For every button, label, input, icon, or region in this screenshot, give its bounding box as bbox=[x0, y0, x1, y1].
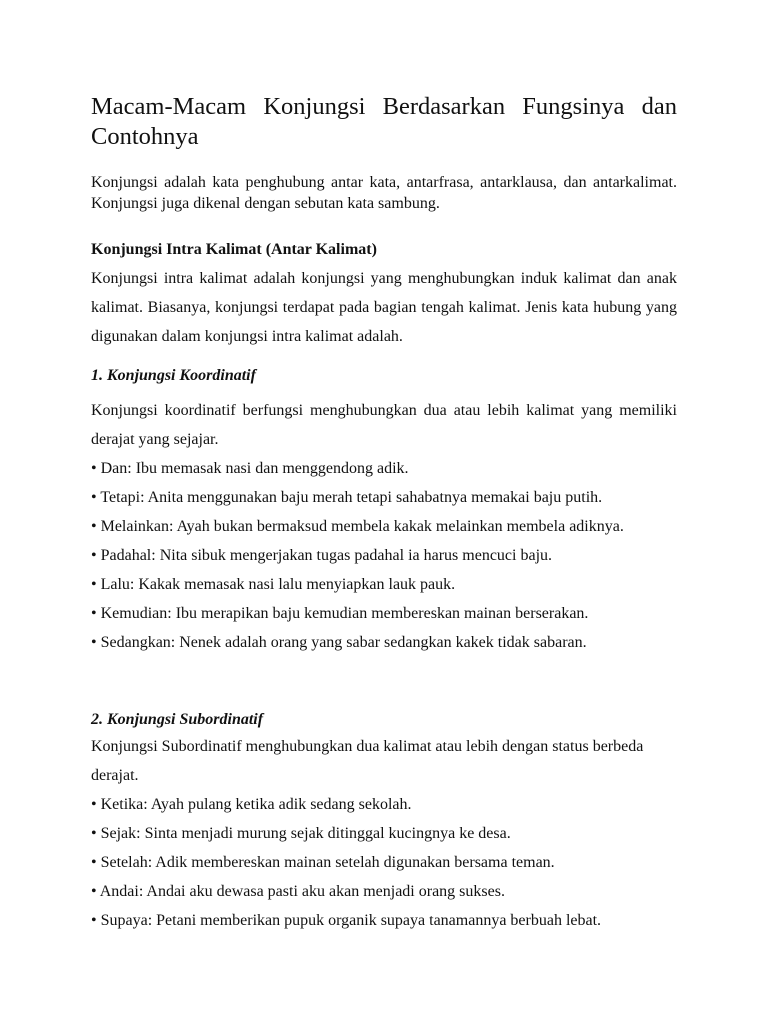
list-item: • Andai: Andai aku dewasa pasti aku akan menjadi orang sukses. bbox=[91, 883, 505, 900]
intro-paragraph: Konjungsi adalah kata penghubung antar kata, antarfrasa, antarklausa, dan antarkalimat. Konjungsi juga dikenal dengan sebutan kata sambung. bbox=[91, 174, 677, 212]
koordinatif-description: Konjungsi koordinatif berfungsi menghubungkan dua atau lebih kalimat yang memiliki derajat yang sejajar. bbox=[91, 402, 677, 448]
page-title: Macam-Macam Konjungsi Berdasarkan Fungsinya dan Contohnya bbox=[91, 93, 677, 150]
list-item: • Supaya: Petani memberikan pupuk organik supaya tanamannya berbuah lebat. bbox=[91, 912, 602, 929]
list-item: • Ketika: Ayah pulang ketika adik sedang sekolah. bbox=[91, 796, 412, 813]
list-item: • Sejak: Sinta menjadi murung sejak ditinggal kucingnya ke desa. bbox=[91, 825, 511, 842]
list-item: • Dan: Ibu memasak nasi dan menggendong adik. bbox=[91, 460, 409, 477]
intra-description: Konjungsi intra kalimat adalah konjungsi yang menghubungkan induk kalimat dan anak kalimat. Biasanya, konjungsi terdapat pada bagian tengah kalimat. Jenis kata hubung yang digunakan dalam konjungsi intra kalimat adalah. bbox=[91, 270, 677, 345]
list-item: • Sedangkan: Nenek adalah orang yang sabar sedangkan kakek tidak sabaran. bbox=[91, 634, 587, 651]
section-heading-subordinatif: 2. Konjungsi Subordinatif bbox=[91, 711, 264, 728]
section-heading-intra: Konjungsi Intra Kalimat (Antar Kalimat) bbox=[91, 241, 377, 258]
list-item: • Lalu: Kakak memasak nasi lalu menyiapkan lauk pauk. bbox=[91, 576, 456, 593]
list-item: • Setelah: Adik membereskan mainan setelah digunakan bersama teman. bbox=[91, 854, 555, 871]
list-item: • Padahal: Nita sibuk mengerjakan tugas padahal ia harus mencuci baju. bbox=[91, 547, 553, 564]
list-item: • Tetapi: Anita menggunakan baju merah tetapi sahabatnya memakai baju putih. bbox=[91, 489, 603, 506]
section-heading-koordinatif: 1. Konjungsi Koordinatif bbox=[91, 367, 256, 384]
subordinatif-example-list bbox=[91, 790, 677, 935]
list-item: • Kemudian: Ibu merapikan baju kemudian membereskan mainan berserakan. bbox=[91, 605, 589, 622]
list-item: • Melainkan: Ayah bukan bermaksud membela kakak melainkan membela adiknya. bbox=[91, 518, 624, 535]
subordinatif-description: Konjungsi Subordinatif menghubungkan dua kalimat atau lebih dengan status berbeda derajat. bbox=[91, 738, 644, 784]
koordinatif-example-list bbox=[91, 454, 677, 657]
